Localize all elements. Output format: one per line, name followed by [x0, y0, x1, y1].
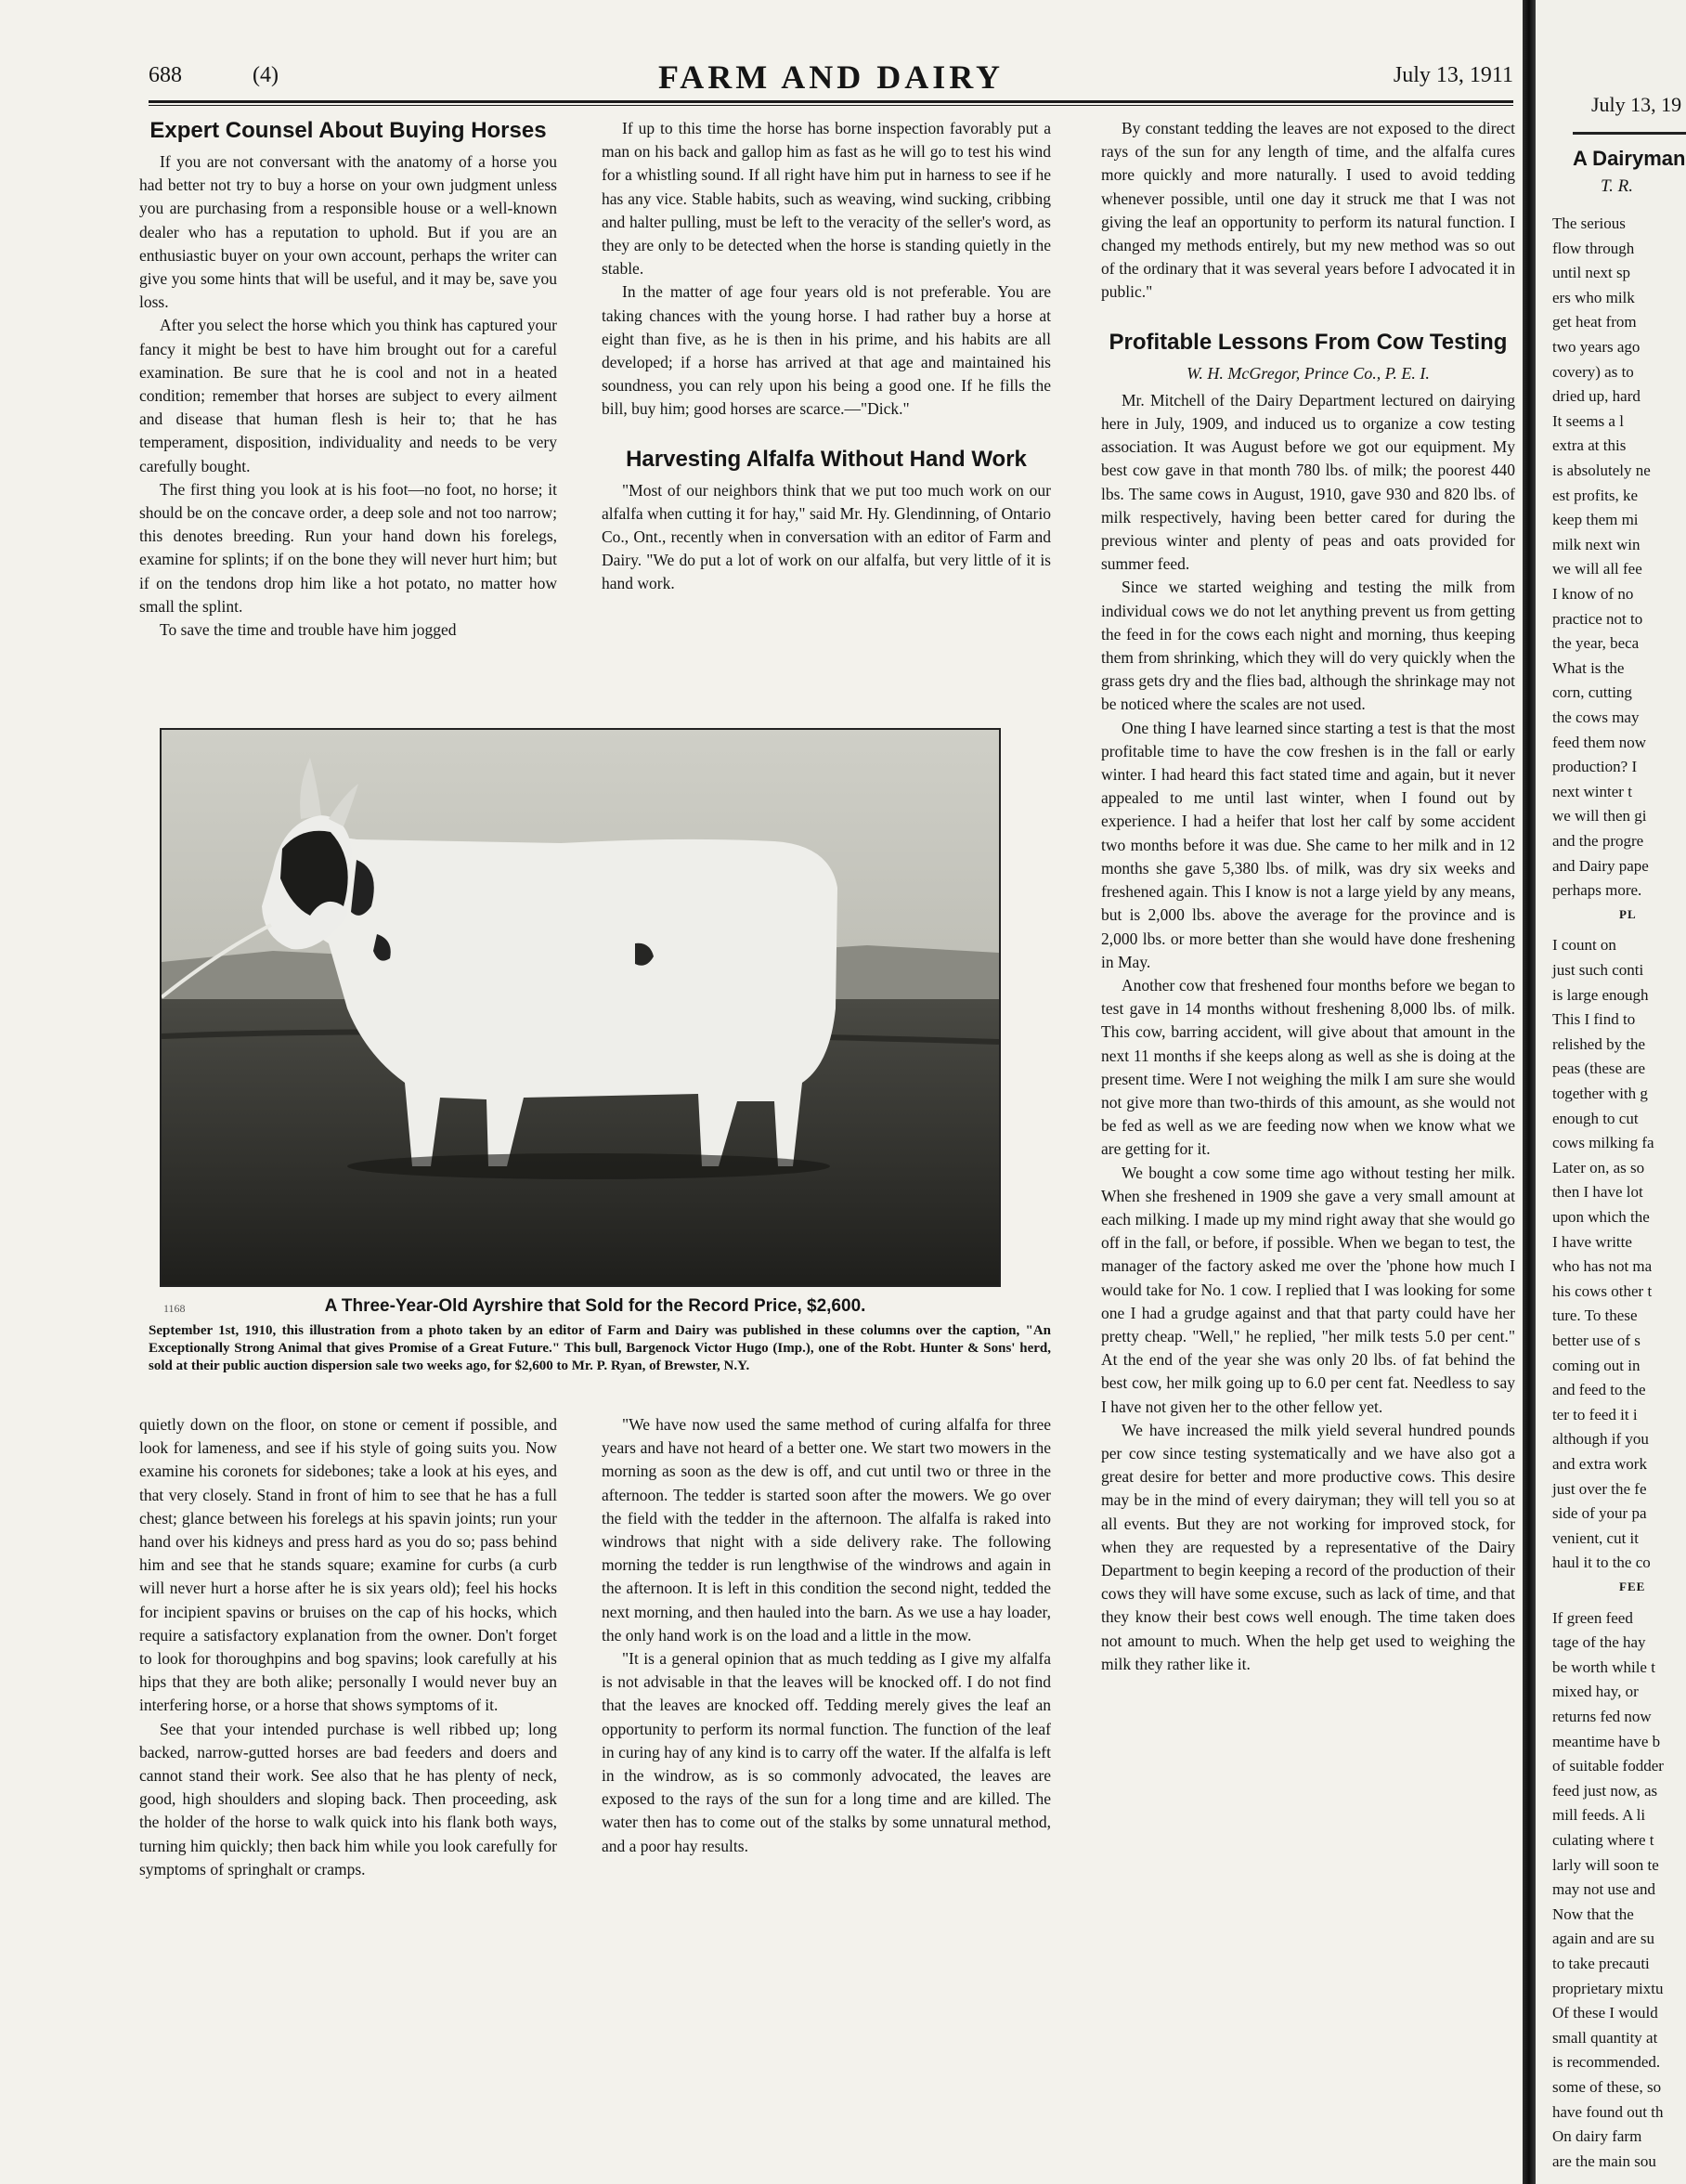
facing-page-line: and feed to the — [1552, 1381, 1646, 1399]
column-3 — [1101, 117, 1515, 2160]
header-rule — [149, 100, 1513, 106]
paragraph: By constant tedding the leaves are not exposed to the direct rays of the sun for any length of time, and the alfalfa cures more quickly and more naturally. I used to avoid tedding whenever possible, until one day it struck me that I was not giving the leaf an opportunity to perform its natural function. I changed my methods entirely, but my new method was so out of the ordinary that it was several years before I advocated it in public." — [1101, 119, 1515, 302]
ayrshire-bull-image — [162, 730, 999, 1285]
facing-page-line: mixed hay, or — [1552, 1683, 1639, 1701]
facing-page-line: covery) as to — [1552, 362, 1634, 381]
facing-page-line: perhaps more. — [1552, 881, 1642, 900]
spacer — [602, 422, 1051, 446]
facing-page-line: venient, cut it — [1552, 1528, 1640, 1547]
facing-page-line: I know of no — [1552, 585, 1634, 603]
column-1-top — [139, 117, 557, 642]
facing-page-line: dried up, hard — [1552, 387, 1641, 406]
facing-page-line: small quantity at — [1552, 2028, 1658, 2047]
facing-page-line: two years ago — [1552, 338, 1641, 356]
facing-page-line: production? I — [1552, 758, 1638, 776]
facing-page-subhead: FEE — [1619, 1580, 1646, 1593]
facing-page-line: meantime have b — [1552, 1732, 1661, 1750]
facing-page-line: we will all fee — [1552, 560, 1642, 578]
column-2-bottom — [602, 1413, 1051, 1858]
facing-page-line: larly will soon te — [1552, 1855, 1659, 1874]
facing-page-line: is absolutely ne — [1552, 462, 1651, 479]
paragraph: See that your intended purchase is well ribbed up; long backed, narrow-gutted horses are bad feeders and doers and cannot stand their work. See also that he has plenty of neck, good, high shoulders and sloping back. Then proceeding, ask the holder of the horse to walk quick into his flank both ways, turning him quickly; then back him while you look carefully for symptoms of springhalt or cramps. — [139, 1719, 557, 1878]
facing-page-line: of suitable fodder — [1552, 1757, 1664, 1775]
facing-page-line: mill feeds. A li — [1552, 1806, 1646, 1825]
facing-page-line: corn, cutting — [1552, 683, 1632, 702]
column-1-bottom — [139, 1413, 557, 1881]
bull-photograph — [160, 728, 1001, 1287]
facing-page-line: returns fed now — [1552, 1708, 1652, 1725]
facing-page-line: the cows may — [1552, 708, 1640, 726]
paragraph: quietly down on the floor, on stone or cement if possible, and look for lameness, and see if his style of going suits you. Now examine his coronets for sidebones; take a look at his eyes, and that very closely. Stand in front of him to see that he has a full chest; glance between his forelegs at his spavin joints; run your hand over his kidneys and press hard as you do so; pass behind him and see that he stands square; examine for curbs (a curb will never hurt a horse after he is six years old); feel his hocks for incipient spavins or bruises on the cap of his hocks, which require a satisfactory explanation from the owner. Don't forget to look for thoroughpins and bog spavins; look carefully at his hips that they are both alike; personally I would never buy an interfering horse, or a horse that shows symptoms of it. — [139, 1415, 557, 1715]
facing-page-line: and extra work — [1552, 1455, 1647, 1473]
facing-page-line: ter to feed it i — [1552, 1405, 1638, 1424]
facing-page-line: are the main sou — [1552, 2152, 1656, 2170]
paragraph: If up to this time the horse has borne inspection favorably put a man on his back and gallop him as fast as he will go to test his wind for a whistling sound. If all right have him put in harness to see if he has any vice. Stable habits, such as weaving, wind sucking, cribbing and halter pulling, must be left to the veracity of the seller's word, as they are only to be detected when the horse is standing quietly in the stable. — [602, 119, 1051, 279]
facing-page-line: upon which the — [1552, 1208, 1650, 1226]
paragraph: Since we started weighing and testing the milk from individual cows we do not let anything prevent us from getting the feed in for the cows each night and morning, thus keeping them from shrinking, which they will do very quickly when the grass gets dry and the flies bad, although the shrinkage may not be noticed where the scales are not used. — [1101, 578, 1515, 714]
facing-page-line: just over the fe — [1552, 1479, 1647, 1498]
facing-page-line: On dairy farm — [1552, 2127, 1642, 2146]
article-headline-cow-testing: Profitable Lessons From Cow Testing — [1109, 329, 1508, 355]
facing-page-line: Later on, as so — [1552, 1158, 1645, 1176]
facing-page-rule — [1573, 132, 1686, 135]
facing-page-line: some of these, so — [1552, 2078, 1662, 2096]
paragraph: In the matter of age four years old is not preferable. You are taking chances with the young horse. I had rather buy a horse at eight than five, as he is then in his prime, and his habits are all developed; if a horse has arrived at that age and maintained his soundness, you can rely upon his being a good one. If he fills the bill, buy him; good horses are scarce.—"Dick." — [602, 282, 1051, 419]
facing-page-line: is recommended. — [1552, 2053, 1661, 2072]
paragraph: One thing I have learned since starting a test is that the most profitable time to have the cow freshen is in the fall or early winter. I had heard this fact stated time and again, but it never appealed to me until last winter, when I found out by experience. I had a heifer that lost her calf by some accident two months before it was due. She came to her milk and in 12 months she gave 5,380 lbs. of milk, was dry six weeks and freshened again. This I know is not a large yield by any means, but is 2,000 lbs. above the average for the province and is 2,000 lbs. or more better than she would have done freshening in May. — [1101, 718, 1515, 971]
facing-page-line: This I find to — [1552, 1010, 1636, 1029]
facing-page-line: just such conti — [1552, 961, 1644, 979]
facing-page-line: cows milking fa — [1552, 1134, 1654, 1152]
facing-page-line: and the progre — [1552, 832, 1644, 850]
paragraph: Mr. Mitchell of the Dairy Department lectured on dairying here in July, 1909, and induced us to organize a cow testing association. It was August before we got our equipment. My best cow gave in that month 780 lbs. of milk; the poorest 440 lbs. The same cows in August, 1910, gave 930 and 820 lbs. of milk respectively, having been better cared for during the previous winter and plenty of peas and oats provided for summer feed. — [1101, 390, 1515, 574]
facing-page-line: Now that the — [1552, 1904, 1634, 1923]
facing-page-line: then I have lot — [1552, 1183, 1643, 1202]
article-byline: W. H. McGregor, Prince Co., P. E. I. — [1187, 363, 1430, 383]
facing-page-line: flow through — [1552, 239, 1635, 257]
facing-page-line: If green feed — [1552, 1608, 1633, 1627]
facing-page-fragment — [1536, 0, 1686, 2184]
article-headline-buying-horses: Expert Counsel About Buying Horses — [149, 118, 547, 143]
paragraph: After you select the horse which you think has captured your fancy it might be best to have him brought out for a careful examination. Be sure that he is cool and not in a heated condition; remember that horses are subject to every ailment and disease that human flesh is heir to; that he has temperament, disposition, individuality and needs to be very carefully bought. — [139, 316, 557, 475]
facing-page-date: July 13, 19 — [1591, 93, 1682, 116]
facing-page-line: who has not ma — [1552, 1257, 1653, 1276]
facing-page-line: relished by the — [1552, 1034, 1646, 1053]
paragraph: Another cow that freshened four months before we began to test gave in 14 months without freshening 8,000 lbs. of milk. This cow, barring accident, will give about that amount in the next 11 months if she keeps along as well as she is doing at the present time. Were I not weighing the milk I am sure she would not give more than two-thirds of this amount, as she would not be fed as well as we are feeding now when we know what we are getting for it. — [1101, 975, 1515, 1159]
paragraph: We bought a cow some time ago without testing her milk. When she freshened in 1909 she gave a very small amount at each milking. I made up my mind right away that she would go off in the fall, or before, if possible. When we began to test, the manager of the factory asked me over the 'phone how much I would take for No. 1 cow. I replied that I was looking for some one I had a grudge against and that that party could have her pretty cheap. "Well," he replied, "her milk tests 5.0 per cent." At the end of the year she was only 20 lbs. of fat behind the best cow, her milk going up to 6.0 per cent fat. Needless to say I have not given her to the other fellow yet. — [1101, 1163, 1515, 1416]
facing-page-subhead: PL — [1619, 906, 1637, 921]
facing-page-line: feed them now — [1552, 733, 1647, 751]
photo-caption-body: September 1st, 1910, this illustration from a photo taken by an editor of Farm and Dairy was published in these columns over the caption, "An Exceptionally Strong Animal that gives Promise of a Great Future." This bull, Bargenock Victor Hugo (Imp.), one of the Robt. Hunter & Sons' herd, sold at their public auction dispersion sale two weeks ago, for $2,600 to Mr. P. Ryan, of Brewster, N.Y. — [149, 1323, 1051, 1373]
facing-page-line: est profits, ke — [1552, 486, 1639, 504]
article-headline-alfalfa: Harvesting Alfalfa Without Hand Work — [626, 446, 1027, 472]
photo-caption-title: A Three-Year-Old Ayrshire that Sold for the Record Price, $2,600. — [324, 1296, 866, 1316]
paragraph: If you are not conversant with the anatomy of a horse you had better not try to buy a horse on your own judgment unless you are purchasing from a responsible house or a well-known dealer who has a reputation to uphold. But if you are an enthusiastic buyer on your own account, perhaps the writer can give you some hints that will be useful, and it may be, save you loss. — [139, 152, 557, 312]
facing-page-line: peas (these are — [1552, 1060, 1646, 1078]
facing-page-line: the year, beca — [1552, 634, 1640, 653]
facing-page-line: proprietary mixtu — [1552, 1979, 1664, 1997]
paragraph: "We have now used the same method of curing alfalfa for three years and have not heard of a better one. We start two mowers in the morning as soon as the dew is off, and cut until two or three in the afternoon. The tedder is started soon after the mowers. We go over the field with the tedder in the afternoon. The alfalfa is raked into windrows that night with a side delivery rake. The following morning the tedder is run lengthwise of the windrows and again in the afternoon. It is left in this condition the second night, tedded the next morning, and then hauled into the barn. As we use a hay loader, the only hand work is on the load and a little in the mow. — [602, 1415, 1051, 1644]
paragraph: The first thing you look at is his foot—no foot, no horse; it should be on the concave order, a deep sole and not too narrow; this denotes breeding. Run your hand down his forelegs, examine for splints; if on the bone they will never hurt him; but if on the tendons drop him like a hot potato, no matter how small the splint. — [139, 479, 557, 616]
facing-page-line: ers who milk — [1552, 288, 1635, 306]
facing-page-line: next winter t — [1552, 782, 1632, 800]
facing-page-line: and Dairy pape — [1552, 856, 1649, 875]
facing-page-line: What is the — [1552, 658, 1625, 677]
facing-page-line: It seems a l — [1552, 411, 1624, 430]
facing-page-line: coming out in — [1552, 1356, 1641, 1374]
issue-date: July 13, 1911 — [1393, 63, 1513, 87]
facing-page-line: until next sp — [1552, 264, 1631, 282]
column-2-top — [602, 117, 1051, 596]
facing-page-line: extra at this — [1552, 436, 1627, 455]
facing-page-line: haul it to the co — [1552, 1554, 1651, 1572]
facing-page-line: although if you — [1552, 1430, 1649, 1449]
book-gutter — [1523, 0, 1536, 2184]
facing-page-line: The serious — [1552, 214, 1626, 232]
facing-page-line: together with g — [1552, 1085, 1648, 1102]
facing-page-line: have found out th — [1552, 2102, 1664, 2121]
facing-page-headline: A Dairyman — [1573, 147, 1686, 170]
facing-page-line: enough to cut — [1552, 1109, 1639, 1127]
facing-page-line: culating where t — [1552, 1831, 1654, 1849]
facing-page-line: tage of the hay — [1552, 1633, 1646, 1652]
facing-page-line: may not use and — [1552, 1880, 1655, 1899]
facing-page-line: side of your pa — [1552, 1504, 1647, 1523]
paragraph: "Most of our neighbors think that we put too much work on our alfalfa when cutting it for hay," said Mr. Hy. Glendinning, of Ontario Co., Ont., recently when in conversation with an editor of Farm and Dairy. "We do put a lot of work on our alfalfa, but very little of it is hand work. — [602, 480, 1051, 593]
paragraph: To save the time and trouble have him jogged — [160, 620, 457, 640]
spacer — [1101, 305, 1515, 329]
facing-page-line: I count on — [1552, 936, 1616, 955]
paragraph: We have increased the milk yield several hundred pounds per cow since testing systematically and we have also got a great desire for better and more productive cows. This desire may be in the mind of every dairyman; they will tell you so at all events. But they are not working for improved stock, for when they are requested by a representative of the Dairy Department to begin keeping a record of the production of their cows they will have some excuse, such as lack of time, and that they know their best cows well enough. The time taken does not amount to much. When the help get used to weighing the milk they rather like it. — [1101, 1420, 1515, 1673]
masthead-title: FARM AND DAIRY — [657, 58, 1005, 96]
paragraph: "It is a general opinion that as much tedding as I give my alfalfa is not advisable in that the leaves will be knocked off. I do not find that the leaves are knocked off. Tedding merely gives the leaf an opportunity to perform its normal function. The function of the leaf in curing hay of any kind is to carry off the water. If the alfalfa is left in the windrow, as is so commonly advocated, the leaves are exposed to the rays of the sun for a long time and are killed. The water then has to come out of the stalks by some unnatural method, and a poor hay results. — [602, 1649, 1051, 1855]
photo-negative-number: 1168 — [163, 1302, 186, 1315]
facing-page-line: again and are su — [1552, 1930, 1654, 1948]
facing-page-line: be worth while t — [1552, 1658, 1655, 1676]
facing-page-line: practice not to — [1552, 609, 1643, 628]
facing-page-line: I have writte — [1552, 1232, 1632, 1251]
facing-page-line: to take precauti — [1552, 1955, 1650, 1972]
facing-page-line: Of these I would — [1552, 2004, 1658, 2022]
facing-page-line: feed just now, as — [1552, 1781, 1658, 1800]
section-number: (4) — [253, 63, 279, 87]
facing-page-line: get heat from — [1552, 313, 1637, 332]
facing-page-line: milk next win — [1552, 535, 1641, 553]
facing-page-line: his cows other t — [1552, 1281, 1653, 1300]
facing-page-byline: T. R. — [1601, 176, 1634, 196]
facing-page-line: we will then gi — [1552, 807, 1647, 826]
facing-page-line: ture. To these — [1552, 1306, 1638, 1325]
page-header — [149, 58, 1513, 95]
page-number: 688 — [149, 63, 182, 87]
facing-page-line: is large enough — [1552, 985, 1649, 1004]
facing-page-line: better use of s — [1552, 1332, 1641, 1349]
facing-page-line: keep them mi — [1552, 511, 1639, 529]
